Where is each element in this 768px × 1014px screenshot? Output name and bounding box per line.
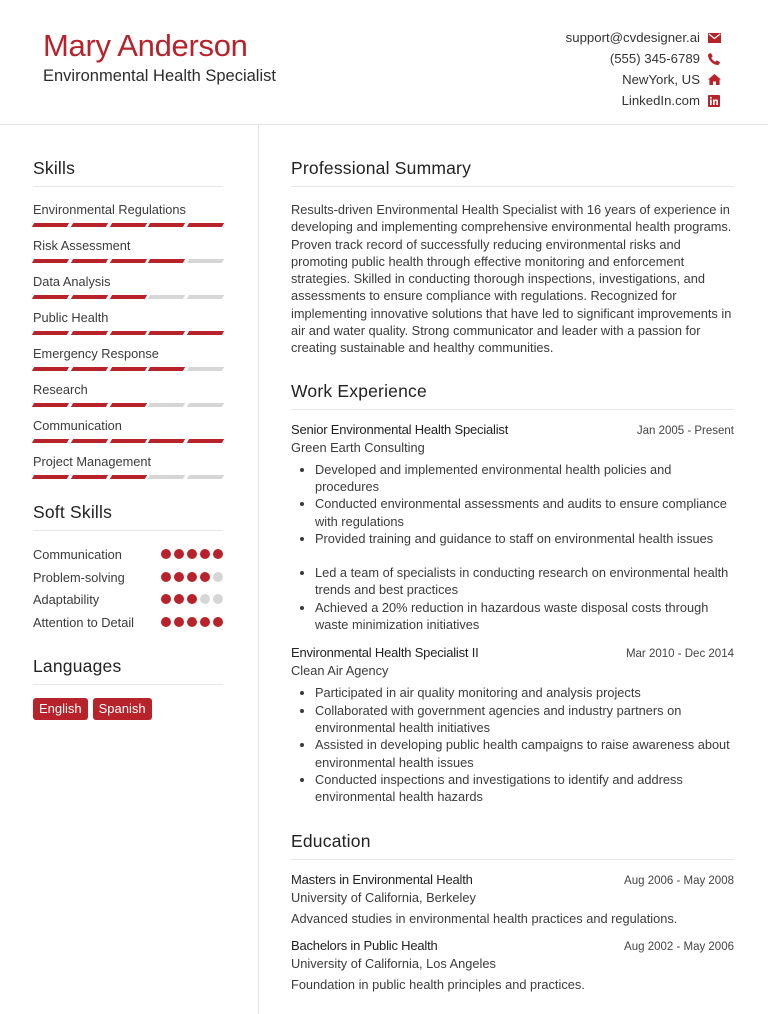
soft-skill-item [33, 591, 223, 608]
rating-dot [187, 549, 197, 559]
soft-skill-item [33, 569, 223, 586]
skills-list [33, 201, 223, 480]
skill-bar-segment [187, 295, 224, 299]
skill-bar-segment [148, 259, 185, 263]
contact-email[interactable] [566, 27, 721, 48]
candidate-title: Environmental Health Specialist [43, 67, 276, 85]
skill-bar-segment [32, 331, 69, 335]
soft-skill-item [33, 546, 223, 563]
education-entry [291, 872, 734, 926]
education-list [291, 872, 734, 992]
skill-item [33, 309, 223, 336]
education-header [291, 872, 734, 887]
language-badge: English [33, 698, 88, 720]
rating-dot [213, 617, 223, 627]
skill-bar-segment [109, 331, 146, 335]
skill-bar-segment [32, 259, 69, 263]
rating-dot [174, 617, 184, 627]
rating-dot [200, 594, 210, 604]
job-bullet: • Conducted environmental assessments and audits to ensure compliance with regulations [315, 495, 734, 530]
skill-label: Data Analysis [33, 274, 111, 289]
skill-item [33, 345, 223, 372]
skill-bar-segment [32, 223, 69, 227]
contact-info [566, 27, 721, 111]
skill-label: Project Management [33, 454, 152, 469]
rating-dot [161, 549, 171, 559]
job-bullets [291, 461, 734, 634]
skill-level-bars [33, 295, 223, 300]
skill-bar-segment [109, 403, 146, 407]
job-bullet: • Developed and implemented environmental health policies and procedures [315, 461, 734, 496]
skill-label: Emergency Response [33, 346, 159, 361]
skill-bar-segment [71, 295, 108, 299]
contact-phone[interactable] [566, 48, 721, 69]
phone-text: (555) 345-6789 [609, 51, 700, 66]
rating-dot [174, 594, 184, 604]
languages-section [33, 656, 223, 720]
job-bullet: • Provided training and guidance to staff on environmental health issues [315, 530, 734, 547]
skill-bar-segment [71, 367, 108, 371]
skill-bar-segment [148, 367, 185, 371]
job-entry [291, 422, 734, 634]
contact-linkedin[interactable] [566, 90, 721, 111]
job-header [291, 422, 734, 437]
skill-bar-segment [32, 403, 69, 407]
education-description: Advanced studies in environmental health practices and regulations. [291, 911, 678, 927]
skill-item [33, 273, 223, 300]
skill-bar-segment [71, 223, 108, 227]
rating-dot [213, 549, 223, 559]
skill-bar-segment [187, 331, 224, 335]
skill-bar-segment [32, 367, 69, 371]
languages-heading: Languages [33, 656, 223, 685]
skill-label: Public Health [33, 310, 109, 325]
linkedin-text: LinkedIn.com [621, 93, 700, 108]
skill-bar-segment [187, 475, 224, 479]
skill-level-bars [33, 475, 223, 480]
education-description: Foundation in public health principles and practices. [291, 977, 585, 993]
skill-label: Environmental Regulations [33, 202, 186, 217]
skill-bar-segment [187, 439, 224, 443]
soft-skill-label: Adaptability [33, 592, 100, 607]
degree: Masters in Environmental Health [291, 872, 473, 888]
skills-section [33, 158, 223, 480]
skills-heading: Skills [33, 158, 223, 187]
school: University of California, Los Angeles [291, 956, 496, 972]
skill-label: Risk Assessment [33, 238, 131, 253]
rating-dot [187, 572, 197, 582]
summary-heading: Professional Summary [291, 158, 734, 187]
skill-level-bars [33, 331, 223, 336]
education-header [291, 938, 734, 953]
skill-bar-segment [71, 331, 108, 335]
skill-item [33, 417, 223, 444]
skill-bar-segment [109, 439, 146, 443]
soft-skills-list [33, 546, 223, 631]
skill-bar-segment [71, 259, 108, 263]
rating-dot [174, 549, 184, 559]
skill-level-bars [33, 439, 223, 444]
skill-bar-segment [32, 295, 69, 299]
summary-section [291, 158, 734, 357]
job-header [291, 645, 734, 660]
job-bullet: • Achieved a 20% reduction in hazardous waste disposal costs through waste minimization initiatives [315, 599, 734, 634]
soft-skill-label: Communication [33, 547, 122, 562]
rating-dot [200, 572, 210, 582]
skill-bar-segment [187, 259, 224, 263]
rating-dot [213, 572, 223, 582]
skill-bar-segment [71, 439, 108, 443]
job-bullet: • Assisted in developing public health campaigns to raise awareness about environmental health issues [315, 736, 734, 771]
rating-dot [161, 572, 171, 582]
skill-bar-segment [148, 223, 185, 227]
skill-bar-segment [187, 223, 224, 227]
soft-skills-heading: Soft Skills [33, 502, 223, 531]
rating-dot [174, 572, 184, 582]
soft-skill-rating [161, 546, 223, 563]
phone-icon [707, 52, 721, 66]
skill-bar-segment [71, 475, 108, 479]
skill-level-bars [33, 259, 223, 264]
linkedin-icon [707, 94, 721, 108]
soft-skill-rating [161, 569, 223, 586]
skill-bar-segment [109, 367, 146, 371]
languages-list [33, 698, 223, 720]
skill-bar-segment [109, 295, 146, 299]
skill-item [33, 381, 223, 408]
school: University of California, Berkeley [291, 890, 476, 906]
job-company: Green Earth Consulting [291, 439, 425, 455]
job-bullet: • Participated in air quality monitoring and analysis projects [315, 684, 734, 701]
skill-level-bars [33, 223, 223, 228]
soft-skill-label: Problem-solving [33, 569, 125, 585]
job-entry [291, 645, 734, 805]
skill-bar-segment [148, 475, 185, 479]
skill-bar-segment [148, 295, 185, 299]
job-bullets [291, 684, 734, 805]
rating-dot [213, 594, 223, 604]
candidate-name: Mary Anderson [43, 28, 248, 63]
contact-location [566, 69, 721, 90]
degree: Bachelors in Public Health [291, 938, 438, 954]
education-entry [291, 938, 734, 992]
left-column [33, 125, 223, 720]
skill-bar-segment [109, 259, 146, 263]
rating-dot [187, 617, 197, 627]
soft-skill-rating [161, 614, 223, 631]
resume-header [0, 0, 768, 125]
envelope-icon [707, 31, 721, 45]
education-date: Aug 2002 - May 2006 [624, 941, 734, 954]
skill-label: Research [33, 382, 88, 397]
education-heading: Education [291, 831, 734, 860]
job-title: Environmental Health Specialist II [291, 645, 479, 661]
skill-level-bars [33, 403, 223, 408]
email-text: support@cvdesigner.ai [565, 30, 700, 45]
job-bullet: • Collaborated with government agencies and industry partners on environmental health initiatives [315, 702, 734, 737]
skill-label: Communication [33, 418, 122, 433]
rating-dot [161, 617, 171, 627]
skill-bar-segment [148, 331, 185, 335]
column-divider [258, 125, 259, 1014]
job-company: Clean Air Agency [291, 663, 389, 679]
soft-skill-label: Attention to Detail [33, 614, 135, 630]
skill-item [33, 201, 223, 228]
skill-bar-segment [32, 475, 69, 479]
skill-bar-segment [187, 403, 224, 407]
soft-skill-rating [161, 591, 223, 608]
job-date: Jan 2005 - Present [636, 424, 734, 437]
skill-bar-segment [109, 475, 146, 479]
summary-text: Results-driven Environmental Health Specialist with 16 years of experience in developing and implementing comprehensive environmental health programs. Proven track record of successfully reducing environmental risks and promoting public health through effective monitoring and enforcement strategies. Skilled in conducting thorough inspections, investigations, and assessments to ensure compliance with regulations. Recognized for implementing innovative solutions that have led to significant improvements in air and water quality. Strong communicator and leader with a passion for creating sustainable and healthy communities. [291, 202, 732, 356]
home-icon [707, 73, 721, 87]
skill-bar-segment [148, 403, 185, 407]
skill-item [33, 453, 223, 480]
job-bullet: • Led a team of specialists in conducting research on environmental health trends and best practices [315, 564, 734, 599]
job-bullet: • Conducted inspections and investigations to identify and address environmental health hazards [315, 771, 734, 806]
soft-skills-section [33, 502, 223, 631]
job-date: Mar 2010 - Dec 2014 [625, 648, 734, 661]
work-heading: Work Experience [291, 381, 734, 410]
right-column [291, 125, 734, 992]
soft-skill-item [33, 614, 223, 631]
work-section [291, 381, 734, 806]
education-section [291, 831, 734, 992]
skill-item [33, 237, 223, 264]
skill-bar-segment [109, 223, 146, 227]
language-badge: Spanish [93, 698, 152, 720]
skill-level-bars [33, 367, 223, 372]
skill-bar-segment [32, 439, 69, 443]
location-text: NewYork, US [622, 72, 700, 87]
rating-dot [161, 594, 171, 604]
rating-dot [200, 617, 210, 627]
job-title: Senior Environmental Health Specialist [291, 421, 509, 437]
education-date: Aug 2006 - May 2008 [624, 875, 734, 888]
rating-dot [187, 594, 197, 604]
skill-bar-segment [71, 403, 108, 407]
rating-dot [200, 549, 210, 559]
skill-bar-segment [187, 367, 224, 371]
skill-bar-segment [148, 439, 185, 443]
jobs-list [291, 422, 734, 806]
